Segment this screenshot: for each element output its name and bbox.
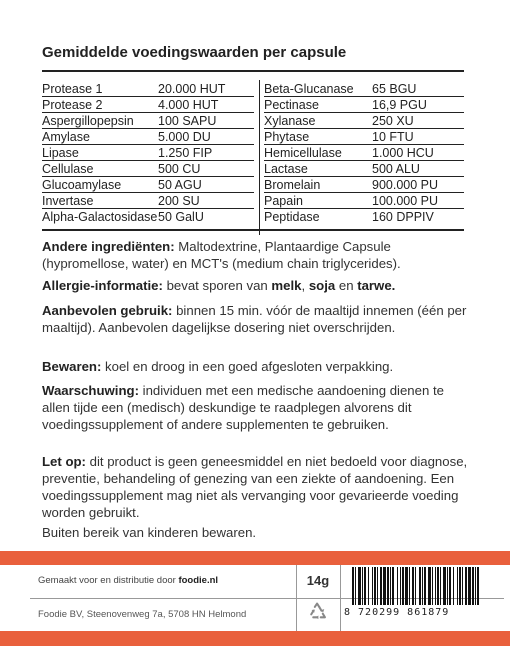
- nutrient-value: 200 SU: [158, 194, 200, 208]
- nutrient-name: Papain: [264, 194, 303, 208]
- warning-section: [42, 382, 472, 433]
- nutrient-name: Cellulase: [42, 162, 94, 176]
- barcode-bar: [368, 567, 369, 605]
- table-row: [264, 209, 464, 225]
- allergen-milk: melk: [271, 278, 302, 293]
- nutrient-value: 10 FTU: [372, 130, 414, 144]
- accent-band-top: [0, 551, 510, 565]
- barcode-bar: [412, 567, 414, 605]
- barcode-bar: [453, 567, 454, 605]
- barcode-bar: [409, 567, 410, 605]
- nutrient-value: 500 CU: [158, 162, 201, 176]
- table-row: [264, 145, 464, 161]
- nutrient-value: 50 AGU: [158, 178, 202, 192]
- nutrient-name: Amylase: [42, 130, 90, 144]
- ingredients-label: Andere ingrediënten:: [42, 239, 175, 254]
- allergen-soy: soja: [308, 278, 336, 293]
- barcode-bar: [383, 567, 386, 605]
- nutrient-name: Peptidase: [264, 210, 320, 224]
- table-row: [42, 145, 254, 161]
- table-bottom-rule: [42, 229, 464, 231]
- allergen-wheat: tarwe.: [357, 278, 396, 293]
- nutrient-value: 16,9 PGU: [372, 98, 427, 112]
- barcode-bar: [437, 567, 439, 605]
- barcode-bar: [449, 567, 451, 605]
- barcode-bar: [374, 567, 376, 605]
- note-label: Let op:: [42, 454, 86, 469]
- usage-section: [42, 302, 472, 336]
- nutrient-name: Xylanase: [264, 114, 316, 128]
- table-row: [264, 81, 464, 97]
- ingredients-section: [42, 238, 472, 272]
- nutrient-value: 900.000 PU: [372, 178, 439, 192]
- nutrient-name: Hemicellulase: [264, 146, 342, 160]
- table-row: [264, 177, 464, 193]
- allergy-section: [42, 277, 472, 294]
- table-top-rule: [42, 70, 464, 72]
- barcode-bar: [415, 567, 416, 605]
- barcode-bar: [419, 567, 421, 605]
- distributor-line: [38, 575, 218, 586]
- table-row: [42, 209, 254, 225]
- barcode-bar: [352, 567, 354, 605]
- usage-label: Aanbevolen gebruik:: [42, 303, 173, 318]
- barcode-bar: [358, 567, 361, 605]
- table-row: [42, 177, 254, 193]
- footer-divider-right: [340, 565, 341, 631]
- barcode-bar: [397, 567, 398, 605]
- table-row: [42, 193, 254, 209]
- nutrition-column-right: [264, 81, 464, 225]
- barcode-bar: [440, 567, 441, 605]
- table-column-divider: [259, 80, 260, 235]
- nutrient-value: 100 SAPU: [158, 114, 217, 128]
- barcode-bar: [465, 567, 467, 605]
- usage-text: binnen 15 min. vóór de maaltijd innemen (één per maaltijd). Aanbevolen dagelijkse dosering niet overschrijden.: [42, 303, 467, 335]
- nutrient-name: Alpha-Galactosidase: [42, 210, 158, 224]
- barcode-bar: [428, 567, 431, 605]
- barcode-bar: [443, 567, 446, 605]
- nutrient-value: 5.000 DU: [158, 130, 211, 144]
- table-row: [42, 161, 254, 177]
- table-row: [264, 97, 464, 113]
- nutrient-name: Protease 1: [42, 82, 103, 96]
- barcode-bar: [390, 567, 391, 605]
- company-address: Foodie BV, Steenovenweg 7a, 5708 HN Helmond: [38, 609, 247, 620]
- barcode-number: 8 720299 861879: [344, 607, 450, 618]
- table-row: [42, 113, 254, 129]
- distributor-text: Gemaakt voor en distributie door: [38, 575, 179, 586]
- allergy-text: bevat sporen van: [162, 278, 272, 293]
- table-row: [42, 97, 254, 113]
- ingredients-text: Maltodextrine, Plantaardige Capsule (hypromellose, water) en MCT's (medium chain triglycerides).: [42, 239, 401, 271]
- barcode-bar: [405, 567, 408, 605]
- barcode-bar: [380, 567, 382, 605]
- net-weight: 14g: [306, 573, 330, 588]
- warning-text: individuen met een medische aandoening dienen te allen tijde een (medisch) deskundige te raadplegen alvorens dit voedingssupplement of andere supplementen te gebruiken.: [42, 383, 444, 432]
- nutrient-value: 50 GalU: [158, 210, 204, 224]
- nutrient-name: Phytase: [264, 130, 310, 144]
- barcode-bar: [362, 567, 363, 605]
- nutrient-name: Protease 2: [42, 98, 103, 112]
- accent-band-bottom: [0, 631, 510, 646]
- barcode-bar: [432, 567, 433, 605]
- table-row: [264, 161, 464, 177]
- barcode-bar: [459, 567, 461, 605]
- nutrient-value: 1.250 FIP: [158, 146, 213, 160]
- nutrition-table-title: Gemiddelde voedingswaarden per capsule: [42, 44, 347, 61]
- barcode-bar: [462, 567, 463, 605]
- barcode-bar: [377, 567, 378, 605]
- distributor-brand: foodie.nl: [178, 575, 219, 586]
- barcode-bar: [477, 567, 479, 605]
- barcode-bar: [400, 567, 401, 605]
- nutrient-value: 65 BGU: [372, 82, 417, 96]
- storage-section: [42, 358, 472, 375]
- barcode-bar: [447, 567, 448, 605]
- nutrient-value: 500 ALU: [372, 162, 420, 176]
- table-row: [42, 129, 254, 145]
- nutrient-value: 20.000 HUT: [158, 82, 226, 96]
- note-section: [42, 453, 472, 521]
- barcode-bar: [475, 567, 476, 605]
- allergy-label: Allergie-informatie:: [42, 278, 163, 293]
- nutrient-value: 250 XU: [372, 114, 414, 128]
- table-row: [264, 113, 464, 129]
- allergy-separator: ,: [301, 278, 309, 293]
- barcode-bar: [387, 567, 389, 605]
- barcode-bar: [372, 567, 373, 605]
- allergy-conjunction: en: [335, 278, 358, 293]
- barcode-bar: [468, 567, 471, 605]
- storage-label: Bewaren:: [42, 359, 102, 374]
- nutrient-value: 4.000 HUT: [158, 98, 219, 112]
- storage-text: koel en droog in een goed afgesloten verpakking.: [101, 359, 394, 374]
- barcode-bar: [364, 567, 366, 605]
- nutrient-name: Invertase: [42, 194, 94, 208]
- barcode-bar: [435, 567, 436, 605]
- nutrient-name: Glucoamylase: [42, 178, 122, 192]
- nutrient-name: Pectinase: [264, 98, 319, 112]
- nutrient-value: 100.000 PU: [372, 194, 439, 208]
- warning-label: Waarschuwing:: [42, 383, 139, 398]
- kids-warning: Buiten bereik van kinderen bewaren.: [42, 525, 257, 540]
- table-row: [264, 193, 464, 209]
- barcode-bar: [392, 567, 394, 605]
- recycle-icon: [307, 601, 329, 623]
- nutrient-name: Aspergillopepsin: [42, 114, 134, 128]
- barcode-bar: [422, 567, 423, 605]
- table-row: [42, 81, 254, 97]
- nutrient-name: Lactase: [264, 162, 308, 176]
- nutrient-value: 1.000 HCU: [372, 146, 434, 160]
- nutrient-name: Beta-Glucanase: [264, 82, 354, 96]
- table-row: [264, 129, 464, 145]
- note-text: dit product is geen geneesmiddel en niet bedoeld voor diagnose, preventie, behandeling of genezing van een ziekte of aandoening. Een voedingssupplement mag niet als vervanging voor gevarieerde voeding worden gebruikt.: [42, 454, 468, 520]
- barcode: [352, 567, 480, 605]
- barcode-bar: [402, 567, 404, 605]
- barcode-bar: [424, 567, 426, 605]
- nutrient-name: Bromelain: [264, 178, 321, 192]
- barcode-bar: [355, 567, 356, 605]
- barcode-bar: [472, 567, 474, 605]
- barcode-bar: [457, 567, 458, 605]
- nutrient-name: Lipase: [42, 146, 79, 160]
- nutrition-column-left: [42, 81, 254, 225]
- nutrient-value: 160 DPPIV: [372, 210, 434, 224]
